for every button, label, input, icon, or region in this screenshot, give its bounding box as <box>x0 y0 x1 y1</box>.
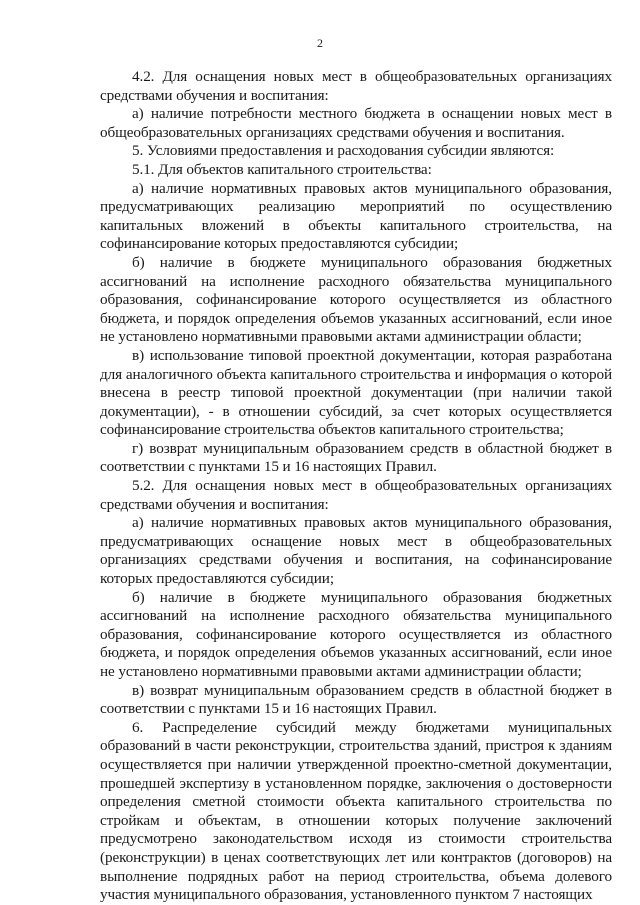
document-body <box>100 68 612 905</box>
paragraph-5: 5. Условиями предоставления и расходования субсидии являются: <box>132 142 555 160</box>
paragraph-5-2-a: а) наличие нормативных правовых актов муниципального образования, предусматривающих оснащение новых мест в общеобразовательных организациях средствами обучения и воспитания, на софинансирование которых предоставляются субсидии; <box>100 514 612 588</box>
paragraph-4-2-a: а) наличие потребности местного бюджета в оснащении новых мест в общеобразовательных организациях средствами обучения и воспитания. <box>100 105 612 141</box>
paragraph-5-1-v: в) использование типовой проектной документации, которая разработана для аналогичного объекта капитального строительства и информация о которой внесена в реестр типовой проектной документации (при наличии такой документации), - в отношении субсидий, за счет которых осуществляется софинансирование строительства объектов капитального строительства; <box>100 346 612 439</box>
paragraph-5-1-a: а) наличие нормативных правовых актов муниципального образования, предусматривающих реализацию мероприятий по осуществлению капитальных вложений в объекты капитального строительства, на софинансирование которых предоставляются субсидии; <box>100 179 612 253</box>
paragraph-5-1-b: б) наличие в бюджете муниципального образования бюджетных ассигнований на исполнение расходного обязательства муниципального образования, софинансирование которого осуществляется из областного бюджета, и порядок определения объемов указанных ассигнований, если иное не установлено нормативными правовыми актами администрации области; <box>100 253 612 346</box>
paragraph-5-1: 5.1. Для объектов капитального строительства: <box>132 160 432 178</box>
paragraph-6: 6. Распределение субсидий между бюджетами муниципальных образований в части реконструкции, строительства зданий, пристроя к зданиям осуществляется при наличии утвержденной проектно-сметной документации, прошедшей экспертизу в установленном порядке, заключения о достоверности определения сметной стоимости объекта капитального строительства по стройкам и объектам, в отношении которых получение заключений предусмотрено законодательством исходя из стоимости строительства (реконструкции) в ценах соответствующих лет или контрактов (договоров) на выполнение подрядных работ на период строительства, объема долевого участия муниципального образования, установленного пунктом 7 настоящих <box>100 718 612 904</box>
paragraph-5-2-v: в) возврат муниципальным образованием средств в областной бюджет в соответствии с пунктами 15 и 16 настоящих Правил. <box>100 681 612 718</box>
paragraph-4-2: 4.2. Для оснащения новых мест в общеобразовательных организациях средствами обучения и воспитания: <box>100 68 612 104</box>
paragraph-5-2: 5.2. Для оснащения новых мест в общеобразовательных организациях средствами обучения и воспитания: <box>100 477 612 513</box>
paragraph-5-2-b: б) наличие в бюджете муниципального образования бюджетных ассигнований на исполнение расходного обязательства муниципального образования, софинансирование которого осуществляется из областного бюджета, и порядок определения объемов указанных ассигнований, если иное не установлено нормативными правовыми актами администрации области; <box>100 588 612 680</box>
page-number: 2 <box>317 36 323 50</box>
paragraph-5-1-g: г) возврат муниципальным образованием средств в областной бюджет в соответствии с пунктами 15 и 16 настоящих Правил. <box>100 439 612 476</box>
